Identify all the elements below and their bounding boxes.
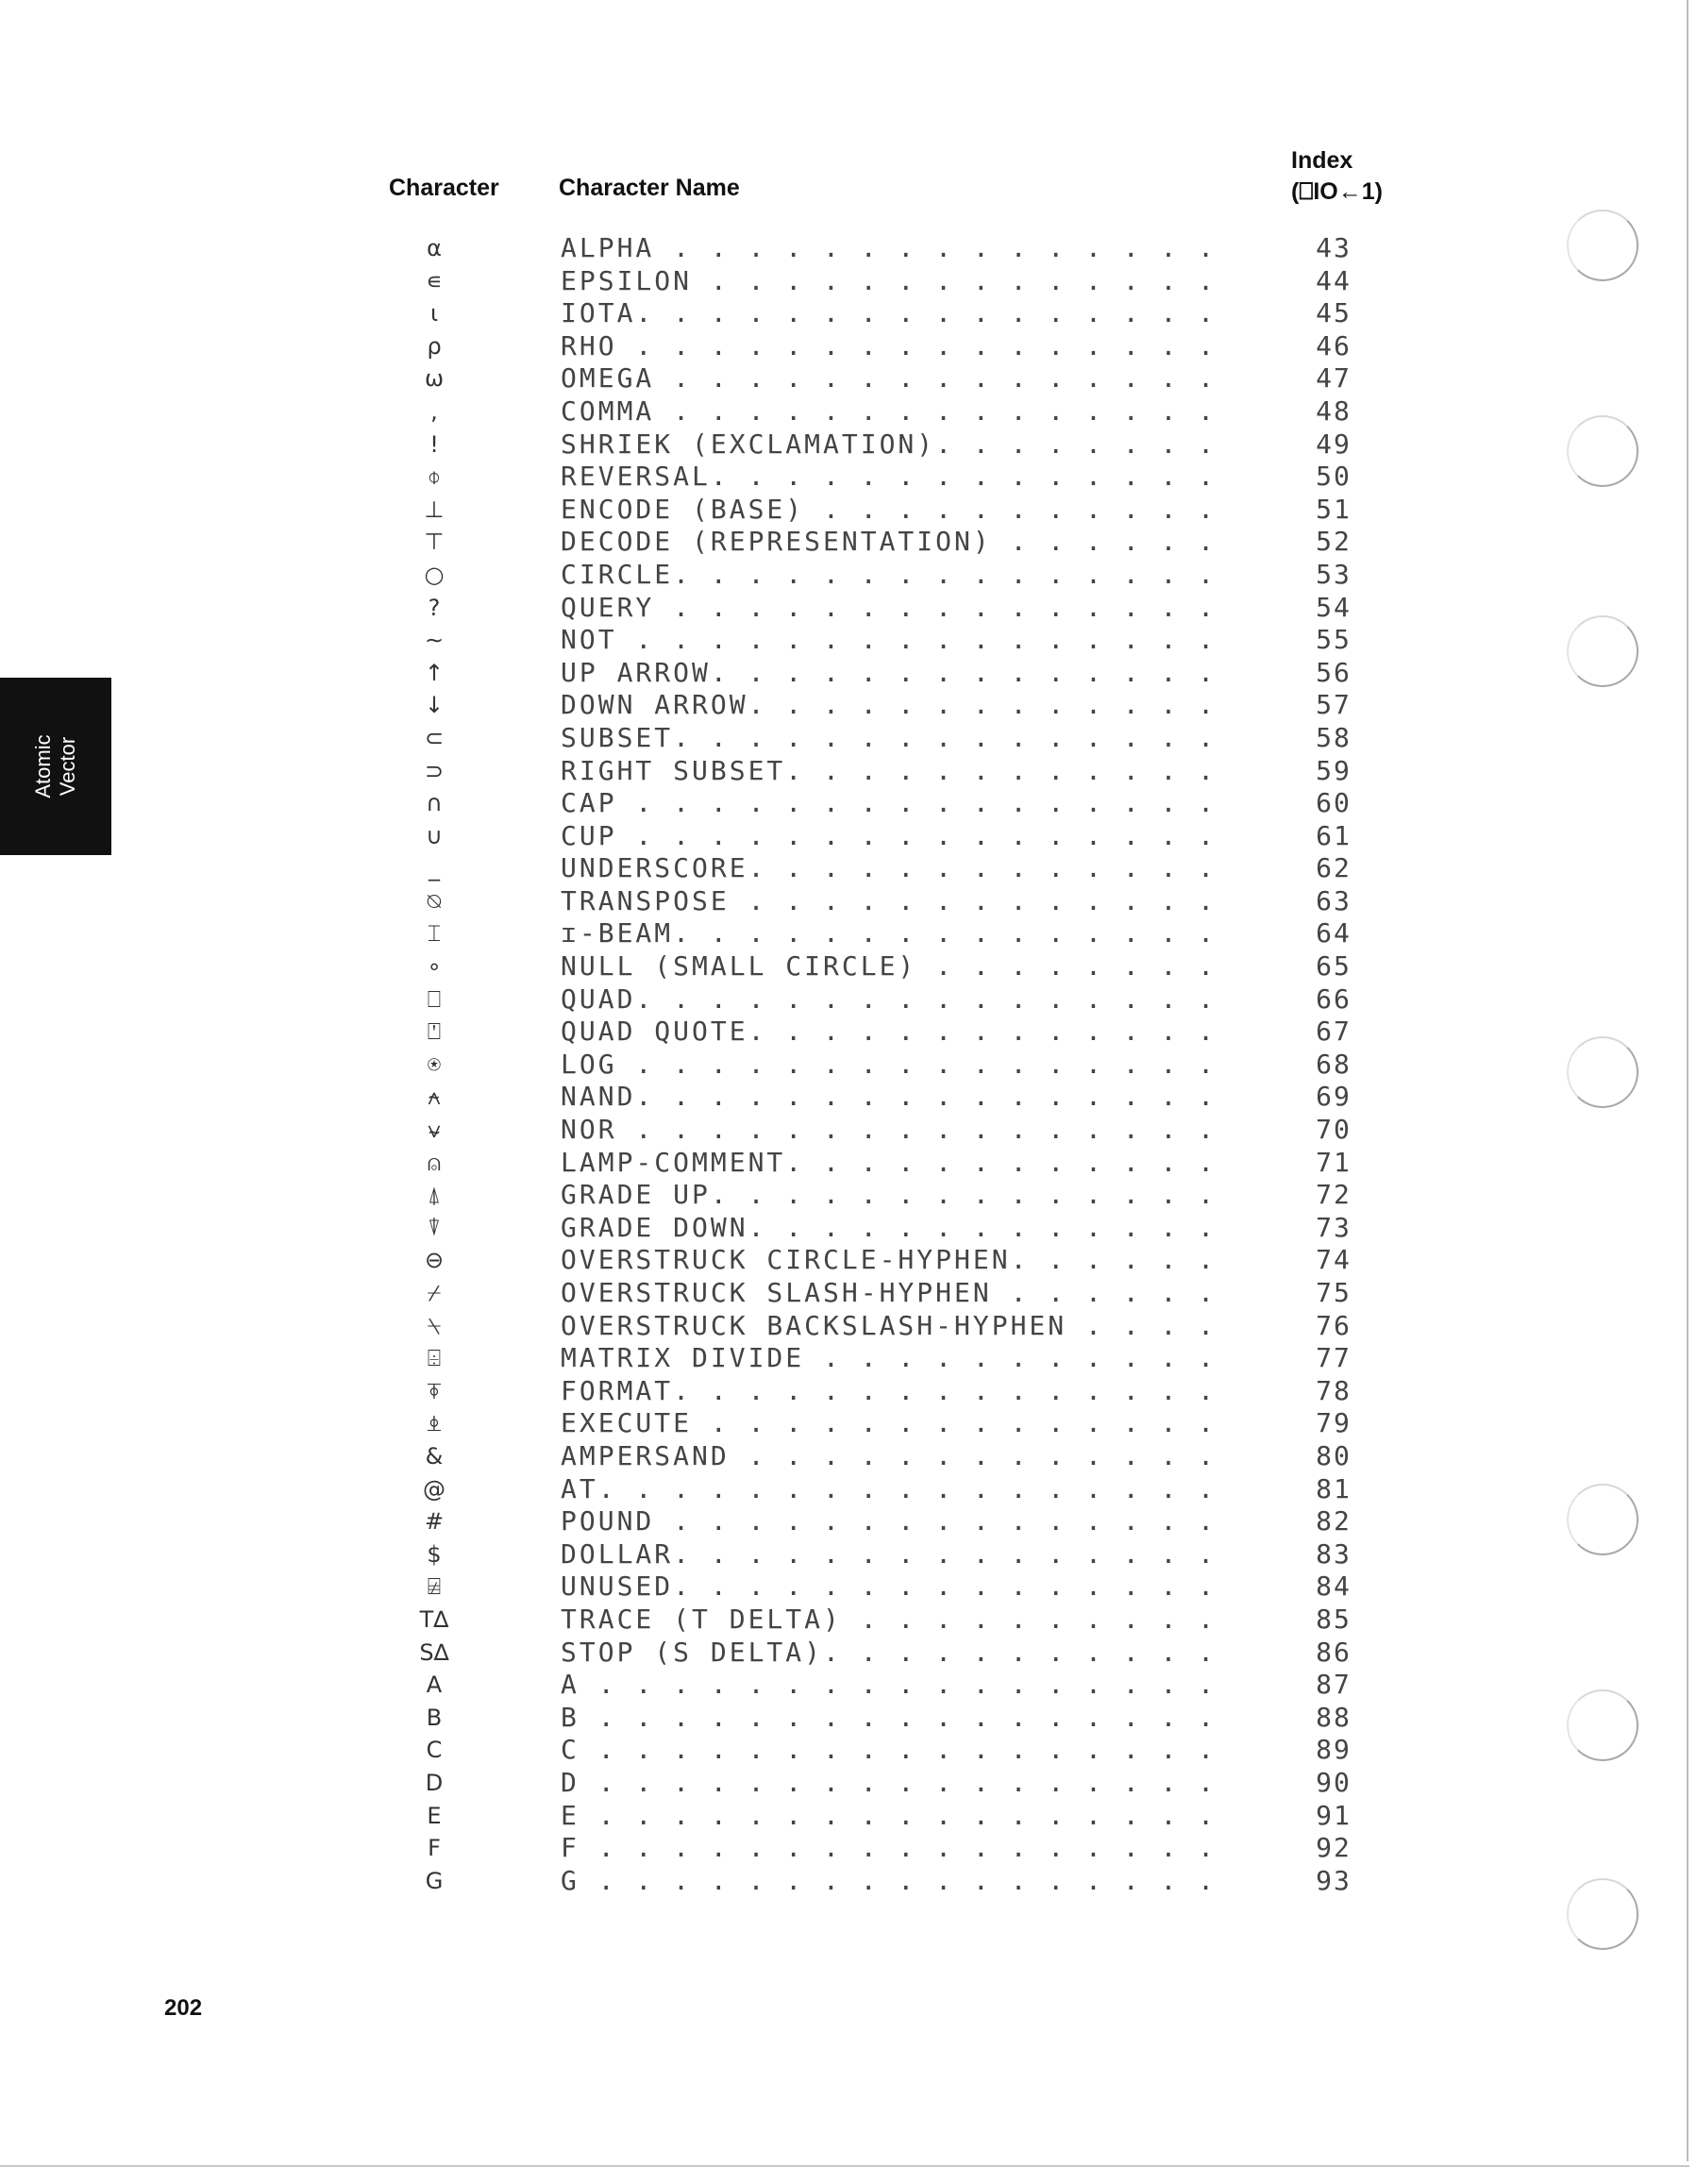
table-row bbox=[0, 689, 1416, 722]
character-glyph: ⌶ bbox=[427, 920, 442, 948]
table-row bbox=[0, 395, 1416, 428]
character-glyph: ⍉ bbox=[427, 887, 442, 915]
table-row bbox=[0, 1865, 1416, 1898]
character-name: ALPHA . . . . . . . . . . . . . . . bbox=[561, 232, 1218, 263]
table-row bbox=[0, 428, 1416, 462]
character-name: RIGHT SUBSET. . . . . . . . . . . . bbox=[561, 754, 1218, 786]
character-index: 74 bbox=[1316, 1244, 1352, 1276]
character-name: RHO . . . . . . . . . . . . . . . . bbox=[561, 329, 1218, 361]
character-index: 53 bbox=[1316, 558, 1352, 590]
character-name: IOTA. . . . . . . . . . . . . . . . bbox=[561, 297, 1218, 329]
character-glyph: ⊖ bbox=[424, 1247, 445, 1274]
character-index: 59 bbox=[1316, 754, 1352, 786]
table-row bbox=[0, 885, 1416, 918]
character-name: NULL (SMALL CIRCLE) . . . . . . . . bbox=[561, 950, 1218, 983]
binder-hole-icon bbox=[1567, 615, 1638, 687]
character-glyph: ⍯ bbox=[427, 1573, 442, 1601]
character-name: UNUSED. . . . . . . . . . . . . . . bbox=[561, 1571, 1218, 1603]
character-name: C . . . . . . . . . . . . . . . . . bbox=[561, 1734, 1218, 1766]
binder-hole-icon bbox=[1567, 1689, 1638, 1761]
character-name: OMEGA . . . . . . . . . . . . . . . bbox=[561, 362, 1218, 395]
table-row bbox=[0, 852, 1416, 885]
character-glyph: ⍵ bbox=[424, 365, 445, 393]
character-glyph: ∘ bbox=[427, 953, 442, 981]
character-name: FORMAT. . . . . . . . . . . . . . . bbox=[561, 1374, 1218, 1406]
character-name: NOT . . . . . . . . . . . . . . . . bbox=[561, 624, 1218, 656]
table-row bbox=[0, 1342, 1416, 1375]
table-row bbox=[0, 787, 1416, 820]
character-name: REVERSAL. . . . . . . . . . . . . . bbox=[561, 461, 1218, 493]
character-index: 45 bbox=[1316, 297, 1352, 329]
character-glyph: G bbox=[425, 1867, 444, 1894]
table-row bbox=[0, 1702, 1416, 1735]
table-row bbox=[0, 1473, 1416, 1506]
character-name: ENCODE (BASE) . . . . . . . . . . . bbox=[561, 493, 1218, 525]
character-glyph: ∩ bbox=[426, 790, 443, 817]
character-glyph: ! bbox=[429, 430, 439, 458]
character-index: 50 bbox=[1316, 461, 1352, 493]
character-index: 51 bbox=[1316, 493, 1352, 525]
character-index: 68 bbox=[1316, 1048, 1352, 1080]
character-glyph: , bbox=[430, 397, 438, 425]
character-name: LOG . . . . . . . . . . . . . . . . bbox=[561, 1048, 1218, 1080]
character-name: MATRIX DIVIDE . . . . . . . . . . . bbox=[561, 1342, 1218, 1374]
table-row bbox=[0, 1081, 1416, 1114]
table-row bbox=[0, 1734, 1416, 1767]
character-glyph: ↓ bbox=[424, 692, 445, 719]
character-glyph: @ bbox=[423, 1475, 445, 1503]
table-row bbox=[0, 657, 1416, 690]
character-glyph: ⌽ bbox=[427, 463, 442, 491]
character-glyph: ⍒ bbox=[427, 1214, 442, 1241]
character-index: 47 bbox=[1316, 362, 1352, 395]
character-index: 54 bbox=[1316, 591, 1352, 623]
table-row bbox=[0, 1669, 1416, 1702]
table-row bbox=[0, 1637, 1416, 1670]
character-table bbox=[0, 232, 1416, 1897]
character-glyph: ⍕ bbox=[427, 1377, 442, 1404]
table-row bbox=[0, 297, 1416, 330]
character-glyph: S∆ bbox=[419, 1638, 449, 1666]
column-header-character: Character bbox=[389, 175, 499, 201]
character-index: 73 bbox=[1316, 1211, 1352, 1243]
character-glyph: ⍱ bbox=[427, 1117, 442, 1144]
table-row bbox=[0, 1016, 1416, 1049]
character-glyph: T∆ bbox=[419, 1605, 449, 1633]
character-name: E . . . . . . . . . . . . . . . . . bbox=[561, 1799, 1218, 1831]
table-row bbox=[0, 362, 1416, 395]
character-name: DOWN ARROW. . . . . . . . . . . . . bbox=[561, 689, 1218, 721]
section-tab-line2: Vector bbox=[56, 736, 79, 797]
character-name: QUERY . . . . . . . . . . . . . . . bbox=[561, 591, 1218, 623]
character-index: 79 bbox=[1316, 1407, 1352, 1439]
character-glyph: ⍎ bbox=[427, 1410, 442, 1437]
character-glyph: & bbox=[425, 1442, 444, 1470]
character-index: 66 bbox=[1316, 983, 1352, 1015]
binder-hole-icon bbox=[1567, 1036, 1638, 1108]
character-index: 63 bbox=[1316, 884, 1352, 916]
table-row bbox=[0, 1440, 1416, 1473]
character-glyph: ⍺ bbox=[427, 235, 442, 261]
table-row bbox=[0, 1375, 1416, 1408]
character-glyph: B bbox=[426, 1704, 443, 1731]
character-name: A . . . . . . . . . . . . . . . . . bbox=[561, 1669, 1218, 1701]
character-glyph: ∪ bbox=[426, 822, 443, 849]
character-index: 48 bbox=[1316, 395, 1352, 427]
character-index: 65 bbox=[1316, 950, 1352, 983]
character-name: QUAD. . . . . . . . . . . . . . . . bbox=[561, 983, 1218, 1015]
character-glyph: ⌿ bbox=[427, 1280, 442, 1306]
character-glyph: $ bbox=[427, 1540, 442, 1568]
character-name: QUAD QUOTE. . . . . . . . . . . . . bbox=[561, 1016, 1218, 1048]
character-index: 80 bbox=[1316, 1439, 1352, 1471]
character-name: OVERSTRUCK CIRCLE-HYPHEN. . . . . . bbox=[561, 1244, 1218, 1276]
table-row bbox=[0, 461, 1416, 494]
character-index: 49 bbox=[1316, 428, 1352, 460]
table-row bbox=[0, 983, 1416, 1016]
character-index: 67 bbox=[1316, 1016, 1352, 1048]
table-row bbox=[0, 755, 1416, 788]
character-index: 87 bbox=[1316, 1669, 1352, 1701]
table-row bbox=[0, 1147, 1416, 1180]
table-row bbox=[0, 1505, 1416, 1538]
character-glyph: A bbox=[426, 1672, 443, 1699]
character-glyph: ⊥ bbox=[424, 496, 445, 523]
character-glyph: # bbox=[424, 1508, 445, 1536]
character-index: 82 bbox=[1316, 1505, 1352, 1537]
character-glyph: ⍟ bbox=[427, 1050, 442, 1078]
table-row bbox=[0, 1538, 1416, 1571]
page-number: 202 bbox=[164, 1995, 203, 2021]
character-glyph: ⍳ bbox=[429, 300, 439, 328]
character-glyph: C bbox=[426, 1737, 443, 1764]
binder-hole-icon bbox=[1567, 1484, 1638, 1555]
character-name: EXECUTE . . . . . . . . . . . . . . bbox=[561, 1407, 1218, 1439]
character-glyph: ⎕ bbox=[427, 985, 442, 1013]
character-name: CUP . . . . . . . . . . . . . . . . bbox=[561, 819, 1218, 851]
column-header-character-name: Character Name bbox=[559, 175, 740, 201]
character-index: 90 bbox=[1316, 1766, 1352, 1798]
character-name: DECODE (REPRESENTATION) . . . . . . bbox=[561, 526, 1218, 558]
character-index: 56 bbox=[1316, 656, 1352, 688]
table-row bbox=[0, 559, 1416, 592]
column-header-index: Index bbox=[1291, 147, 1353, 174]
character-name: AT. . . . . . . . . . . . . . . . . bbox=[561, 1472, 1218, 1504]
character-name: STOP (S DELTA). . . . . . . . . . . bbox=[561, 1636, 1218, 1668]
page-edge-right bbox=[1687, 0, 1689, 2161]
character-glyph: ∼ bbox=[424, 627, 445, 654]
character-name: SUBSET. . . . . . . . . . . . . . . bbox=[561, 721, 1218, 753]
character-index: 72 bbox=[1316, 1179, 1352, 1211]
character-glyph: ⍴ bbox=[427, 332, 442, 360]
character-index: 44 bbox=[1316, 264, 1352, 296]
character-name: TRACE (T DELTA) . . . . . . . . . . bbox=[561, 1603, 1218, 1635]
character-index: 84 bbox=[1316, 1571, 1352, 1603]
character-name: TRANSPOSE . . . . . . . . . . . . . bbox=[561, 884, 1218, 916]
character-name: POUND . . . . . . . . . . . . . . . bbox=[561, 1505, 1218, 1537]
character-name: LAMP-COMMENT. . . . . . . . . . . . bbox=[561, 1146, 1218, 1178]
character-index: 69 bbox=[1316, 1081, 1352, 1113]
character-name: OVERSTRUCK BACKSLASH-HYPHEN . . . . bbox=[561, 1309, 1218, 1341]
character-name: F . . . . . . . . . . . . . . . . . bbox=[561, 1832, 1218, 1864]
character-index: 91 bbox=[1316, 1799, 1352, 1831]
table-row bbox=[0, 592, 1416, 625]
character-glyph: F bbox=[428, 1835, 441, 1862]
character-index: 77 bbox=[1316, 1342, 1352, 1374]
table-row bbox=[0, 1310, 1416, 1343]
character-index: 52 bbox=[1316, 526, 1352, 558]
table-row bbox=[0, 1407, 1416, 1440]
character-glyph: ⍞ bbox=[427, 1018, 442, 1046]
character-index: 58 bbox=[1316, 721, 1352, 753]
section-tab-label bbox=[31, 734, 80, 798]
character-name: DOLLAR. . . . . . . . . . . . . . . bbox=[561, 1537, 1218, 1570]
character-index: 81 bbox=[1316, 1472, 1352, 1504]
character-index: 70 bbox=[1316, 1114, 1352, 1146]
character-index: 75 bbox=[1316, 1277, 1352, 1308]
character-glyph: ⍀ bbox=[427, 1312, 442, 1339]
character-index: 61 bbox=[1316, 819, 1352, 851]
table-row bbox=[0, 1049, 1416, 1082]
character-name: G . . . . . . . . . . . . . . . . . bbox=[561, 1864, 1218, 1896]
table-row bbox=[0, 1179, 1416, 1212]
character-index: 89 bbox=[1316, 1734, 1352, 1766]
character-glyph: ⊃ bbox=[424, 757, 445, 784]
character-glyph: ∊ bbox=[426, 267, 443, 294]
table-row bbox=[0, 1571, 1416, 1604]
character-name: EPSILON . . . . . . . . . . . . . . bbox=[561, 264, 1218, 296]
character-name: CIRCLE. . . . . . . . . . . . . . . bbox=[561, 558, 1218, 590]
binder-hole-icon bbox=[1567, 415, 1638, 487]
character-index: 83 bbox=[1316, 1537, 1352, 1570]
character-name: CAP . . . . . . . . . . . . . . . . bbox=[561, 787, 1218, 819]
character-name: GRADE DOWN. . . . . . . . . . . . . bbox=[561, 1211, 1218, 1243]
table-row bbox=[0, 950, 1416, 983]
character-index: 92 bbox=[1316, 1832, 1352, 1864]
character-index: 86 bbox=[1316, 1636, 1352, 1668]
table-row bbox=[0, 330, 1416, 363]
character-name: NOR . . . . . . . . . . . . . . . . bbox=[561, 1114, 1218, 1146]
table-row bbox=[0, 1114, 1416, 1147]
character-name: AMPERSAND . . . . . . . . . . . . . bbox=[561, 1439, 1218, 1471]
character-name: UP ARROW. . . . . . . . . . . . . . bbox=[561, 656, 1218, 688]
table-row bbox=[0, 917, 1416, 950]
character-name: B . . . . . . . . . . . . . . . . . bbox=[561, 1701, 1218, 1733]
table-row bbox=[0, 1604, 1416, 1637]
character-name: SHRIEK (EXCLAMATION). . . . . . . . bbox=[561, 428, 1218, 460]
character-name: NAND. . . . . . . . . . . . . . . . bbox=[561, 1081, 1218, 1113]
character-index: 55 bbox=[1316, 624, 1352, 656]
character-index: 88 bbox=[1316, 1701, 1352, 1733]
table-row bbox=[0, 494, 1416, 527]
section-tab bbox=[0, 678, 111, 855]
character-glyph: E bbox=[427, 1802, 442, 1829]
character-glyph: ⌹ bbox=[427, 1345, 442, 1372]
binder-hole-icon bbox=[1567, 210, 1638, 281]
character-index: 62 bbox=[1316, 852, 1352, 884]
table-row bbox=[0, 820, 1416, 853]
character-glyph: ⍝ bbox=[427, 1149, 442, 1176]
character-name: D . . . . . . . . . . . . . . . . . bbox=[561, 1766, 1218, 1798]
character-glyph: ? bbox=[428, 594, 441, 621]
table-row bbox=[0, 1800, 1416, 1833]
table-row bbox=[0, 232, 1416, 265]
table-row bbox=[0, 624, 1416, 657]
character-index: 57 bbox=[1316, 689, 1352, 721]
binder-hole-icon bbox=[1567, 1878, 1638, 1950]
page-edge-bottom bbox=[0, 2165, 1689, 2167]
character-name: COMMA . . . . . . . . . . . . . . . bbox=[561, 395, 1218, 427]
character-name: OVERSTRUCK SLASH-HYPHEN . . . . . . bbox=[561, 1277, 1218, 1308]
character-glyph: _ bbox=[428, 855, 440, 882]
table-row bbox=[0, 526, 1416, 559]
character-glyph: D bbox=[425, 1769, 444, 1796]
table-row bbox=[0, 265, 1416, 298]
character-index: 71 bbox=[1316, 1146, 1352, 1178]
character-name: GRADE UP. . . . . . . . . . . . . . bbox=[561, 1179, 1218, 1211]
character-index: 46 bbox=[1316, 329, 1352, 361]
character-glyph: ⍲ bbox=[427, 1084, 442, 1111]
table-row bbox=[0, 1767, 1416, 1800]
character-glyph: ⍋ bbox=[427, 1182, 442, 1209]
column-header-index-origin: (⎕IO←1) bbox=[1291, 178, 1383, 205]
character-index: 60 bbox=[1316, 787, 1352, 819]
character-name: UNDERSCORE. . . . . . . . . . . . . bbox=[561, 852, 1218, 884]
character-glyph: ○ bbox=[424, 561, 445, 588]
character-index: 43 bbox=[1316, 232, 1352, 263]
character-index: 64 bbox=[1316, 917, 1352, 949]
table-row bbox=[0, 1277, 1416, 1310]
character-name: ɪ-BEAM. . . . . . . . . . . . . . . bbox=[561, 917, 1218, 949]
table-row bbox=[0, 722, 1416, 755]
character-index: 78 bbox=[1316, 1374, 1352, 1406]
character-index: 85 bbox=[1316, 1603, 1352, 1635]
character-index: 93 bbox=[1316, 1864, 1352, 1896]
character-glyph: ↑ bbox=[424, 659, 445, 686]
table-row bbox=[0, 1832, 1416, 1865]
character-glyph: ⊂ bbox=[424, 724, 445, 751]
character-index: 76 bbox=[1316, 1309, 1352, 1341]
character-glyph: ⊤ bbox=[424, 529, 445, 556]
section-tab-line1: Atomic bbox=[31, 734, 55, 798]
table-row bbox=[0, 1212, 1416, 1245]
table-row bbox=[0, 1244, 1416, 1277]
